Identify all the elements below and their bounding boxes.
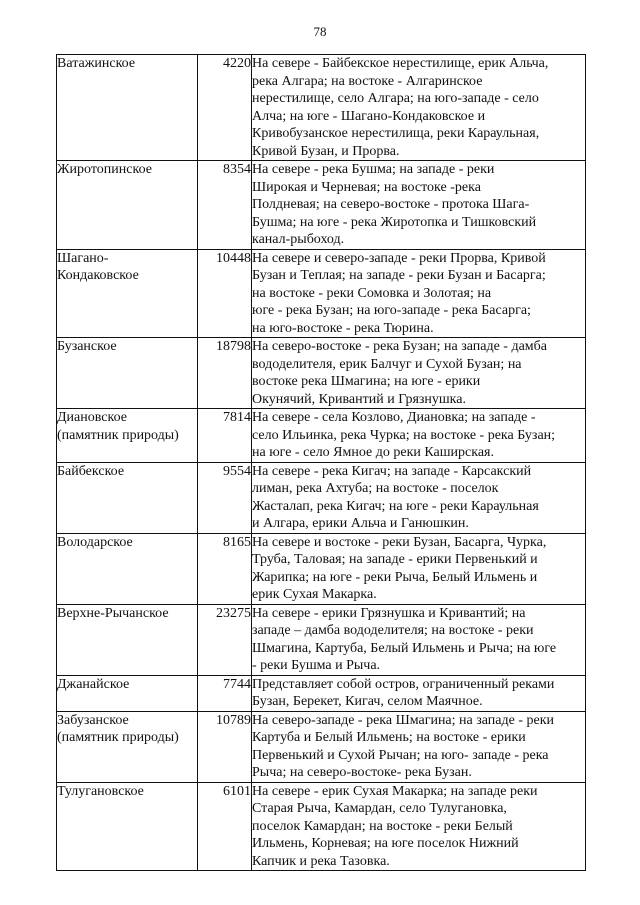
reserve-name-cell: [57, 533, 198, 604]
table-row: [57, 161, 586, 250]
reserve-name-line: Володарское: [57, 534, 133, 550]
reserve-boundary-line: нерестилище, село Алгара; на юго-западе - село: [252, 91, 539, 106]
reserve-boundary-line: канал-рыбоход.: [252, 232, 345, 247]
reserve-boundary-line: Шмагина, Картуба, Белый Ильмень и Рыча; на юге: [252, 640, 557, 656]
reserve-area-value: 7744: [223, 676, 251, 692]
reserve-name-cell: [57, 409, 198, 463]
reserve-boundary-line: Алча; на юге - Шагано-Кондаковское и: [252, 108, 486, 124]
reserve-area-cell: [198, 409, 252, 463]
reserve-name-cell: [57, 161, 198, 250]
reserve-name-cell: [57, 711, 198, 782]
reserve-boundary-line: ерик Сухая Макарка.: [252, 587, 377, 602]
reserve-name-line: Тулугановское: [57, 783, 144, 799]
reserve-boundaries-cell: [252, 338, 586, 409]
reserve-boundary-line: На севере - река Бушма; на западе - реки: [252, 162, 495, 177]
reserve-boundary-line: Жасталап, река Кигач; на юге - реки Караульная: [252, 498, 539, 514]
table-row: [57, 409, 586, 463]
reserve-name-cell: [57, 338, 198, 409]
reserve-name-line: (памятник природы): [57, 427, 179, 443]
reserve-boundary-line: лиман, река Ахтуба; на востоке - поселок: [252, 481, 499, 496]
reserve-boundary-line: вододелителя, ерик Балчуг и Сухой Бузан; на: [252, 356, 522, 372]
reserve-area-value: 18798: [216, 339, 251, 354]
reserve-boundary-line: Труба, Таловая; на западе - ерики Первенький и: [252, 552, 538, 567]
reserve-boundary-line: На севере и северо-западе - реки Прорва, Кривой: [252, 250, 546, 266]
reserves-table: [56, 54, 586, 871]
reserve-name-cell: [57, 249, 198, 338]
reserve-boundary-line: на востоке - реки Сомовка и Золотая; на: [252, 285, 492, 301]
reserve-boundary-line: - реки Бушма и Рыча.: [252, 658, 381, 673]
reserve-boundary-line: на юге - село Ямное до реки Каширская.: [252, 445, 494, 460]
reserve-boundary-line: Картуба и Белый Ильмень; на востоке - ерики: [252, 730, 526, 745]
reserve-boundary-line: Бушма; на юге - река Жиротопка и Тишковский: [252, 214, 537, 230]
reserve-boundaries-cell: [252, 533, 586, 604]
reserve-boundary-line: Представляет собой остров, ограниченный реками: [252, 676, 555, 692]
reserve-boundary-line: На севере и востоке - реки Бузан, Басарга, Чурка,: [252, 534, 547, 550]
reserve-name-line: Джанайское: [57, 676, 130, 692]
reserve-area-cell: [198, 161, 252, 250]
reserve-boundary-line: Капчик и река Тазовка.: [252, 853, 390, 869]
reserve-boundary-line: Старая Рыча, Камардан, село Тулугановка,: [252, 801, 507, 816]
reserve-boundaries-cell: [252, 161, 586, 250]
reserve-boundaries-cell: [252, 675, 586, 711]
reserve-boundary-line: Кривой Бузан, и Прорва.: [252, 143, 400, 159]
table-row: [57, 249, 586, 338]
reserve-boundary-line: Бузан, Берекет, Кигач, селом Маячное.: [252, 694, 483, 709]
reserve-name-line: Жиротопинское: [57, 162, 152, 177]
reserve-boundary-line: На северо-западе - река Шмагина; на западе - реки: [252, 712, 555, 728]
reserve-boundary-line: На севере - Байбекское нерестилище, ерик Альча,: [252, 56, 549, 71]
reserve-area-cell: [198, 249, 252, 338]
reserve-boundary-line: Первенький и Сухой Рычан; на юго- западе - река: [252, 747, 549, 763]
reserve-boundary-line: юге - река Бузан; на юго-западе - река Басарга;: [252, 303, 531, 318]
table-row: [57, 604, 586, 675]
reserve-boundary-line: село Ильинка, река Чурка; на востоке - река Бузан;: [252, 427, 556, 443]
reserve-area-value: 9554: [223, 463, 251, 479]
reserve-area-value: 23275: [216, 605, 251, 621]
table-row: [57, 462, 586, 533]
page-number: 78: [313, 24, 327, 39]
reserve-boundary-line: Бузан и Теплая; на западе - реки Бузан и Басарга;: [252, 268, 546, 283]
table-row: [57, 711, 586, 782]
reserve-boundary-line: На севере - река Кигач; на западе - Карсакский: [252, 463, 532, 479]
reserve-area-value: 8165: [223, 534, 251, 550]
reserve-boundaries-cell: [252, 249, 586, 338]
table-row: [57, 533, 586, 604]
reserve-boundary-line: Рыча; на северо-востоке- река Бузан.: [252, 765, 472, 780]
reserve-name-line: Верхне-Рычанское: [57, 605, 169, 621]
reserve-boundary-line: На севере - ерик Сухая Макарка; на западе реки: [252, 783, 538, 799]
reserve-boundaries-cell: [252, 604, 586, 675]
reserves-table-body: [57, 55, 586, 871]
reserve-boundary-line: западе – дамба вододелителя; на востоке - реки: [252, 623, 534, 638]
reserve-boundary-line: на юго-востоке - река Тюрина.: [252, 320, 434, 336]
reserve-boundary-line: река Алгара; на востоке - Алгаринское: [252, 73, 483, 89]
reserve-boundary-line: Окунячий, Кривантий и Грязнушка.: [252, 391, 466, 407]
reserve-boundary-line: востоке река Шмагина; на юге - ерики: [252, 374, 481, 389]
reserve-name-line: Бузанское: [57, 339, 117, 354]
reserve-boundary-line: Полдневая; на северо-востоке - протока Шага-: [252, 197, 530, 212]
reserve-name-line: Диановское: [57, 410, 127, 425]
table-row: [57, 338, 586, 409]
reserve-area-cell: [198, 338, 252, 409]
reserve-boundary-line: и Алгара, ерики Альча и Ганюшкин.: [252, 516, 469, 531]
reserve-name-line: (памятник природы): [57, 730, 179, 745]
reserve-name-line: Шагано-: [57, 250, 109, 266]
reserve-boundaries-cell: [252, 782, 586, 871]
reserve-boundaries-cell: [252, 55, 586, 161]
reserve-name-cell: [57, 462, 198, 533]
reserve-boundary-line: Кривобузанское нерестилища, реки Караульная,: [252, 126, 540, 141]
reserve-name-line: Байбекское: [57, 463, 125, 479]
reserve-area-value: 4220: [223, 56, 251, 71]
reserve-area-cell: [198, 533, 252, 604]
reserve-name-cell: [57, 675, 198, 711]
reserve-boundary-line: поселок Камардан; на востоке - реки Белый: [252, 818, 513, 834]
reserve-name-cell: [57, 782, 198, 871]
table-row: [57, 55, 586, 161]
reserve-area-value: 10448: [216, 250, 251, 266]
table-row: [57, 782, 586, 871]
reserve-name-line: Кондаковское: [57, 268, 139, 283]
reserve-boundaries-cell: [252, 462, 586, 533]
reserve-name-line: Ватажинское: [57, 56, 136, 71]
reserve-boundary-line: Ильмень, Корневая; на юге поселок Нижний: [252, 836, 519, 851]
reserve-boundaries-cell: [252, 711, 586, 782]
table-row: [57, 675, 586, 711]
reserve-area-cell: [198, 55, 252, 161]
reserve-area-value: 10789: [216, 712, 251, 728]
reserve-area-cell: [198, 462, 252, 533]
reserve-area-cell: [198, 675, 252, 711]
reserve-area-value: 8354: [223, 162, 251, 177]
reserve-name-line: Забузанское: [57, 712, 129, 728]
reserve-name-cell: [57, 604, 198, 675]
reserve-area-cell: [198, 604, 252, 675]
reserve-boundary-line: На севере - ерики Грязнушка и Кривантий; на: [252, 605, 526, 621]
reserve-area-value: 7814: [223, 410, 251, 425]
reserve-boundaries-cell: [252, 409, 586, 463]
reserve-area-cell: [198, 782, 252, 871]
reserve-boundary-line: На севере - села Козлово, Диановка; на западе -: [252, 410, 536, 425]
reserve-name-cell: [57, 55, 198, 161]
reserve-boundary-line: Жарипка; на юге - реки Рыча, Белый Ильмень и: [252, 569, 538, 585]
reserve-boundary-line: Широкая и Черневая; на востоке -река: [252, 179, 481, 195]
reserve-boundary-line: На северо-востоке - река Бузан; на западе - дамба: [252, 339, 548, 354]
reserve-area-value: 6101: [223, 783, 251, 799]
reserve-area-cell: [198, 711, 252, 782]
